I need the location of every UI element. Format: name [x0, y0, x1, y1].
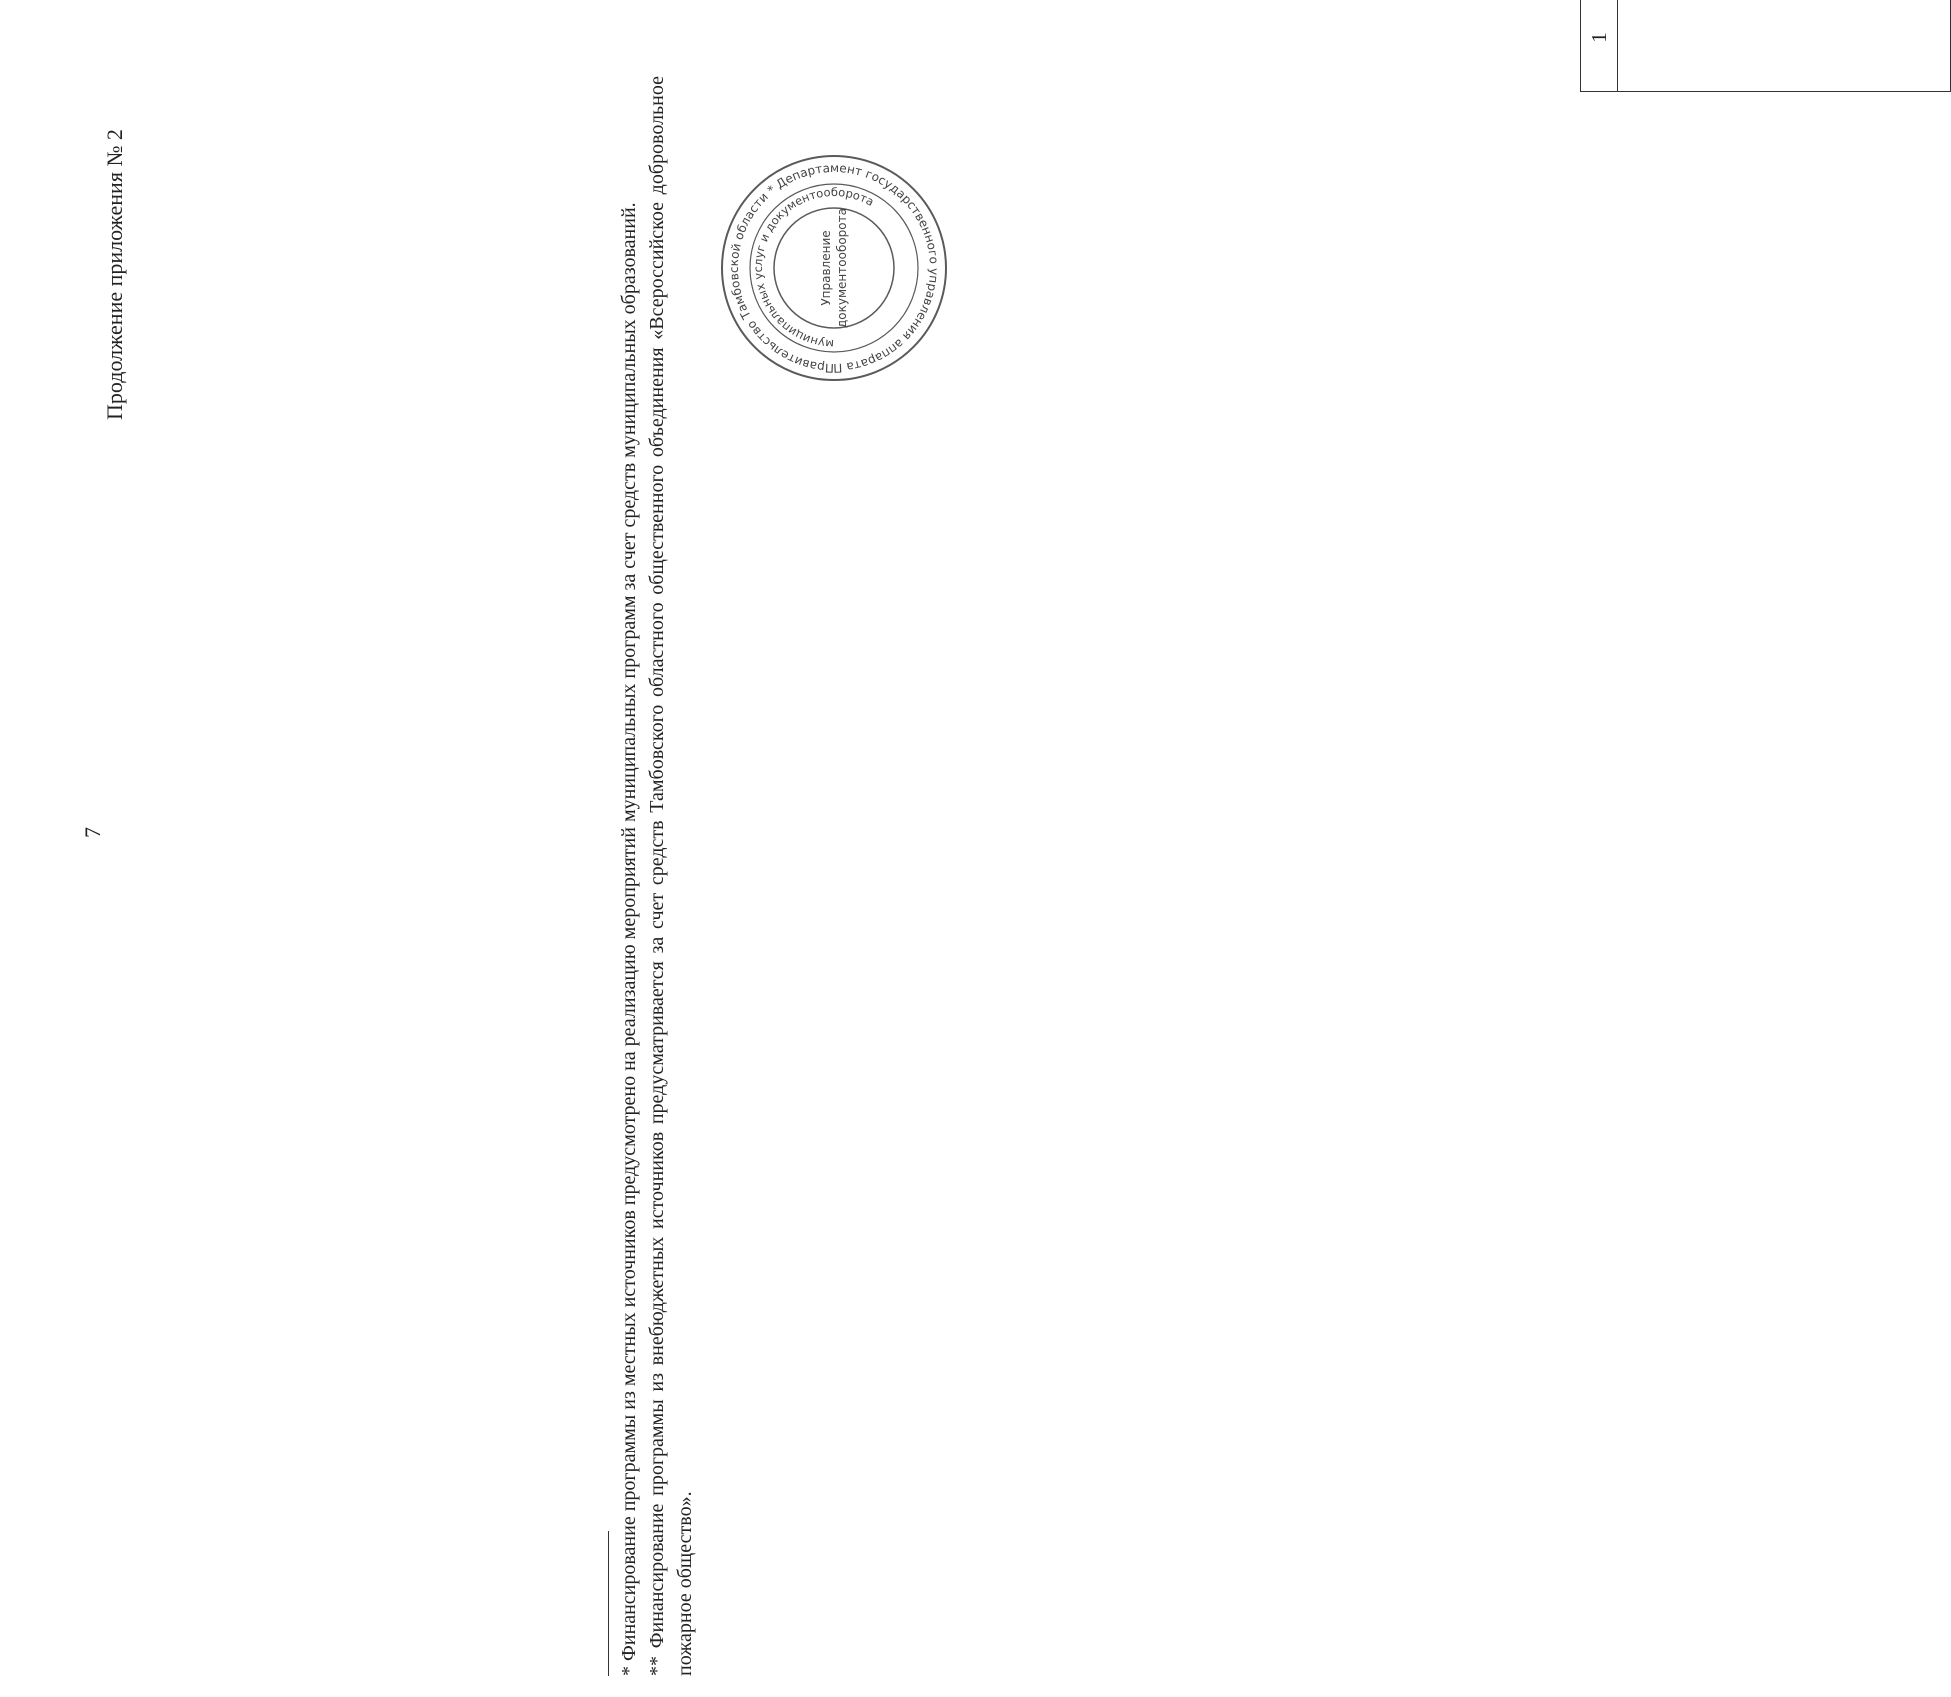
- appendix-table: [1580, 0, 1951, 92]
- footnote-rule: [608, 1531, 609, 1676]
- stamp-center-line1: Управление: [819, 230, 833, 306]
- header-row: [1581, 0, 1618, 92]
- svg-text:муниципальных услуг и документ: [751, 185, 877, 351]
- stamp-middle-text: муниципальных услуг и документооборота: [750, 184, 877, 352]
- table-row: [1618, 0, 1655, 92]
- footnotes: [608, 76, 699, 1676]
- page-number: 7: [80, 827, 105, 838]
- cell-col-1: [1618, 0, 1951, 92]
- stamp-seal-icon: [718, 152, 950, 384]
- footnote-second: ** Финансирование программы из внебюджетных источников предусматривается за счет средств Тамбовского областного общественного объединения «Всероссийское добровольное пожарное общество».: [646, 76, 696, 1676]
- stamp-outer-text: Правительство Тамбовской области * Департамент государственного управления аппарата П: [726, 160, 942, 376]
- footnote-first: * Финансирование программы из местных источников предусмотрено на реализацию мероприятий муниципальных программ за счет средств муниципальных образований.: [618, 202, 640, 1676]
- continuation-label: Продолжение приложения № 2: [102, 129, 127, 420]
- official-stamp: [718, 152, 950, 384]
- header-col-1: 1: [1581, 0, 1618, 92]
- stamp-center-line2: документооборота: [835, 208, 849, 328]
